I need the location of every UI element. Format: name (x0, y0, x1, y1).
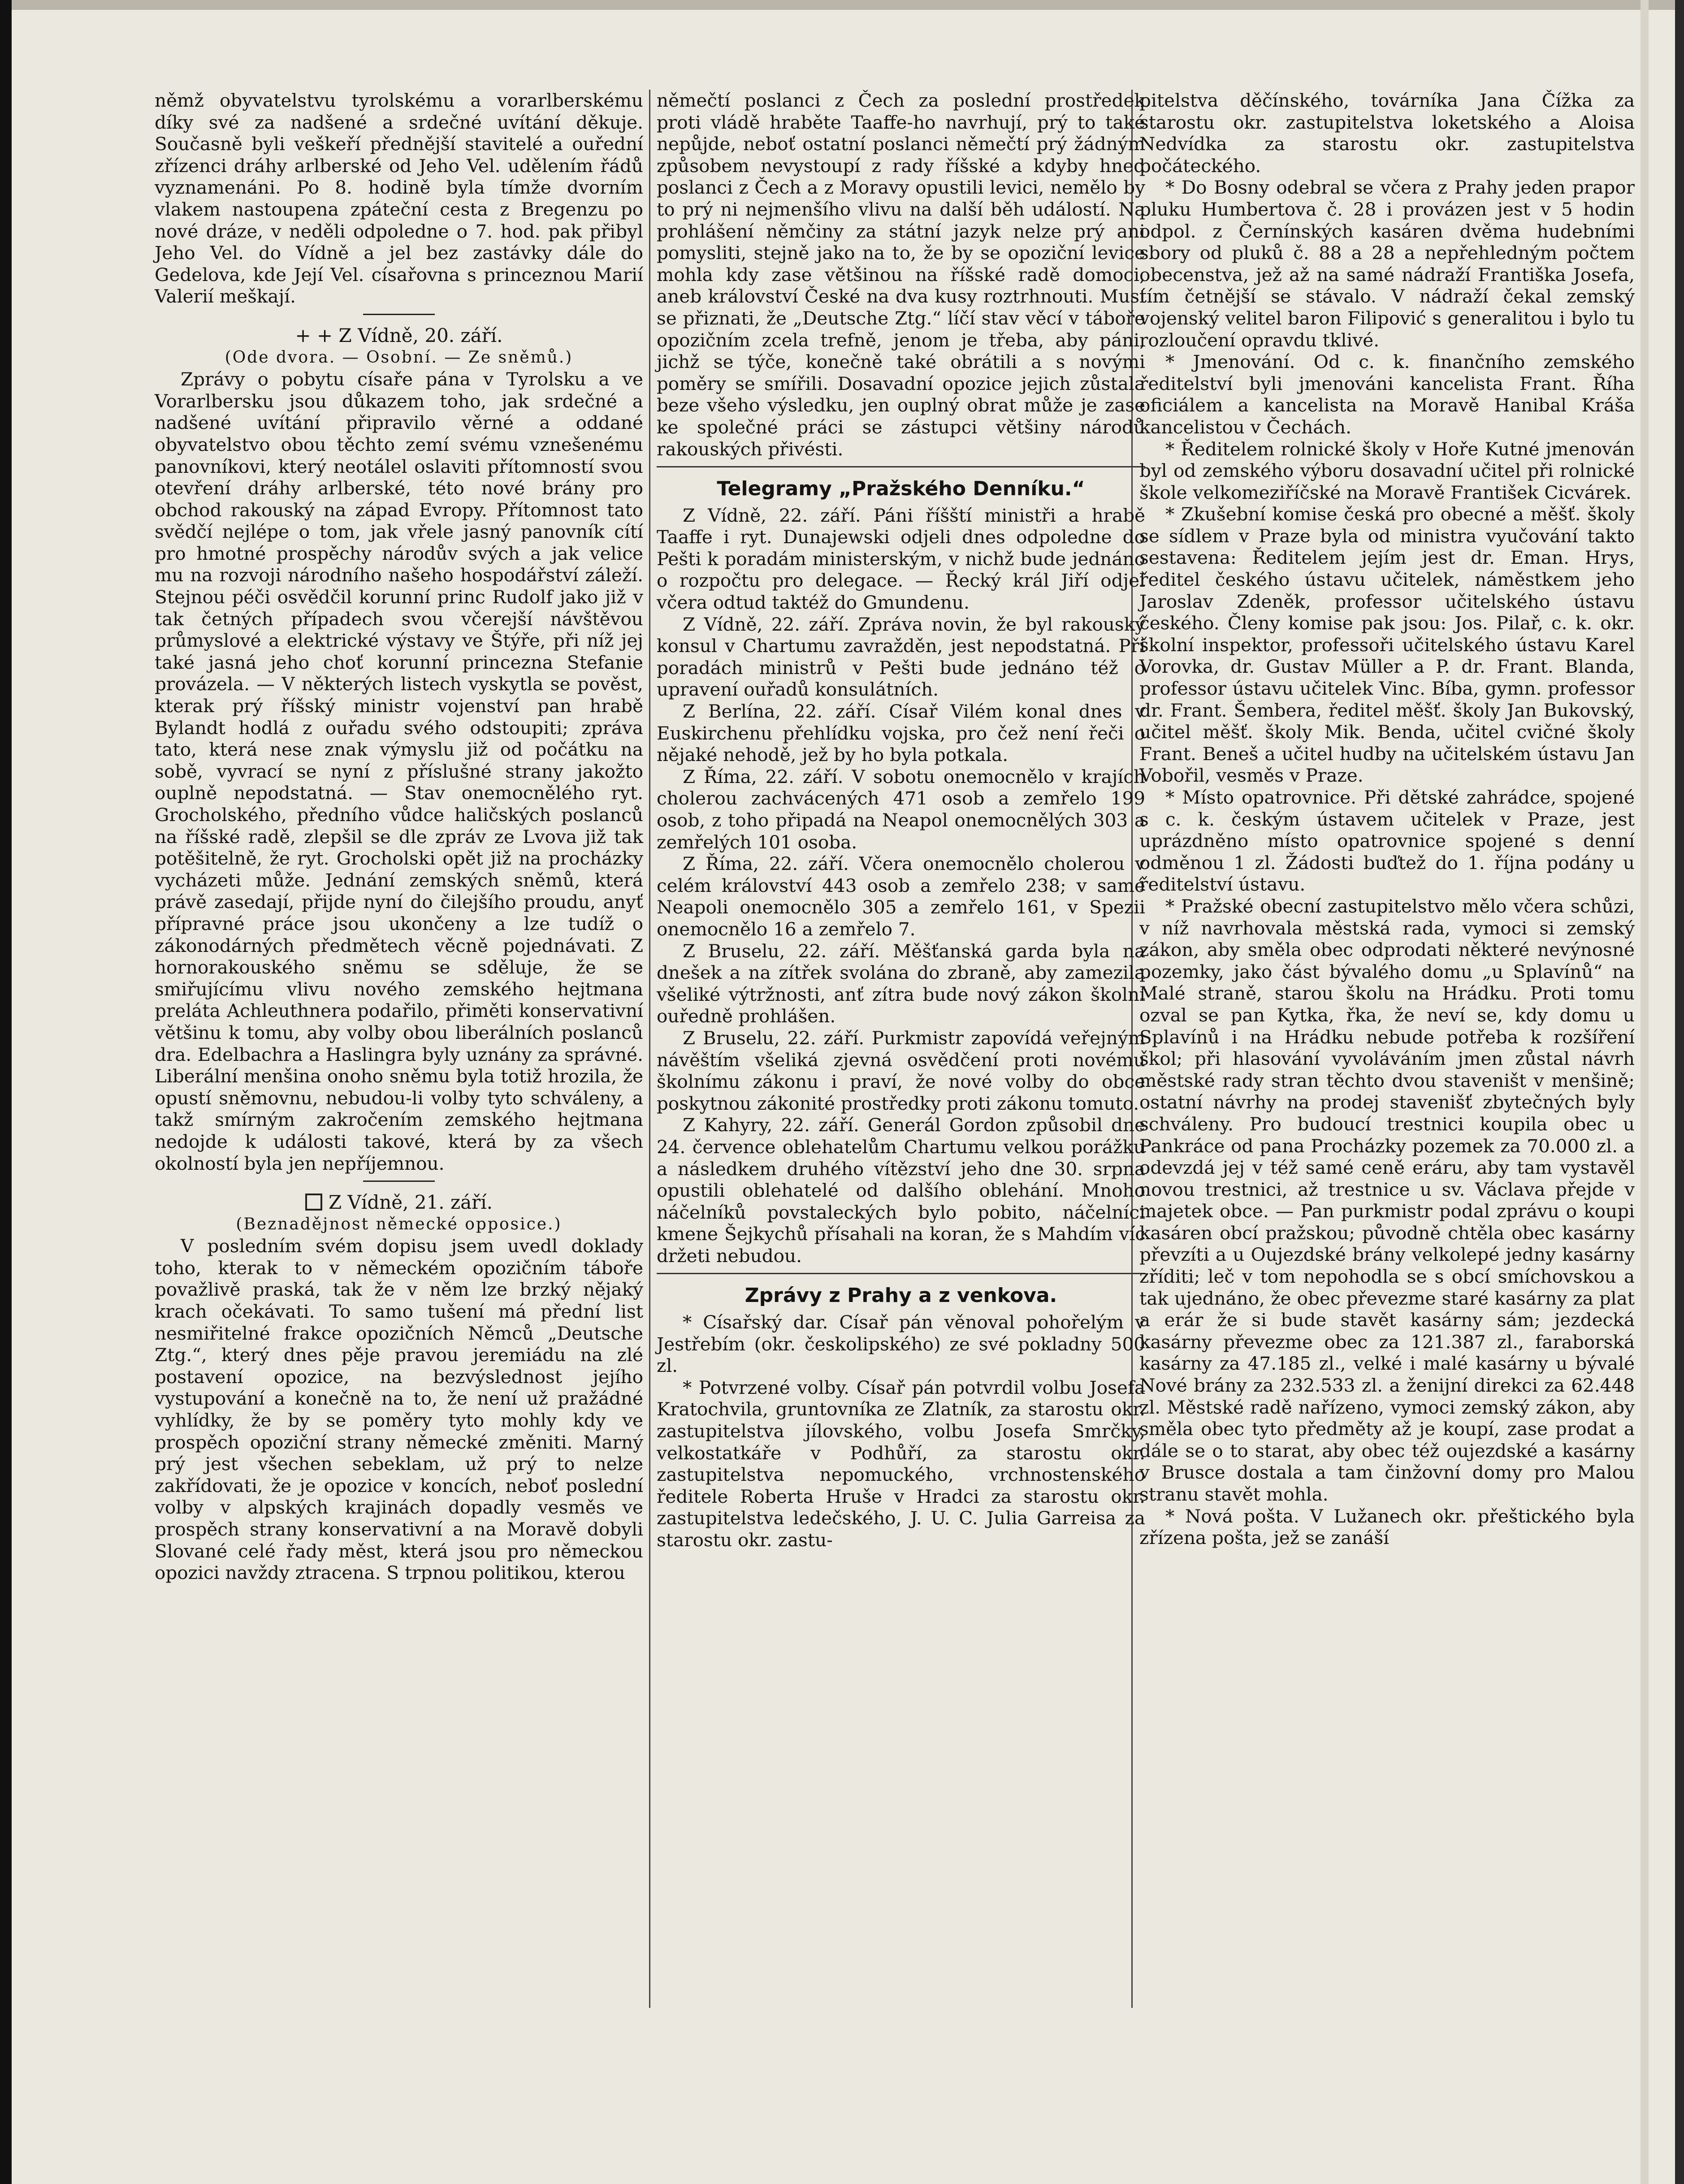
article-paragraph: Z Říma, 22. září. V sobotu onemocnělo v krajích cholerou zachvácených 471 osob a zemřelo 199 osob, z toho připadá na Neapol onemocnělých 303 a zemřelých 101 osoba. (657, 765, 1145, 853)
article-paragraph: Z Bruselu, 22. září. Měšťanská garda byla na dnešek a na zítřek svolána do zbraně, aby zamezila všeliké výtržnosti, anť zítra bude nový zákon školní ouředně prohlášen. (657, 940, 1145, 1027)
column-2 (657, 90, 1145, 1551)
article-paragraph: * Jmenování. Od c. k. finančního zemského ředitelství byli jmenováni kancelista Frant. Říha oficiálem a kancelista na Moravě Hanibal Kráša kancelistou v Čechách. (1139, 351, 1635, 438)
column-3 (1139, 90, 1635, 1549)
page-fold (1641, 0, 1649, 2184)
article-paragraph: Z Berlína, 22. září. Císař Vilém konal dnes v Euskirchenu přehlídku vojska, pro čež není řeči o nějaké nehodě, jež by ho byla potkala. (657, 701, 1145, 766)
article-paragraph: * Zkušební komise česká pro obecné a měšť. školy se sídlem v Praze byla od ministra vyučování takto sestavena: Ředitelem jejím jest dr. Eman. Hrys, ředitel českého ústavu učitelek, náměstkem jeho Jaroslav Zdeněk, professor učitelského ústavu českého. Členy komise pak jsou: Jos. Pilař, c. k. okr. školní inspektor, professoři učitelského ústavu Karel Vorovka, dr. Gustav Müller a P. dr. Frant. Blanda, professor ústavu učitelek Vinc. Bíba, gymn. professor dr. Frant. Šembera, ředitel měšť. školy Jan Bukovský, učitel měšť. školy Mik. Benda, učitel cvičné školy Frant. Beneš a učitel hudby na učitelském ústavu Jan Vobořil, vesměs v Praze. (1139, 503, 1635, 787)
section-heading: Zprávy z Prahy a z venkova. (745, 1284, 1057, 1307)
article-paragraph: * Ředitelem rolnické školy v Hoře Kutné jmenován byl od zemského výboru dosavadní učitel při rolnické škole velkomeziříčské na Moravě František Cicvárek. (1139, 438, 1635, 503)
column-rule-1 (649, 90, 650, 2008)
article-paragraph: * Císařský dar. Císař pán věnoval pohořelým v Jestřebím (okr. českolipského) ze své pokladny 500 zl. (657, 1311, 1145, 1377)
article-paragraph: * Potvrzené volby. Císař pán potvrdil volbu Josefa Kratochvila, gruntovníka ze Zlatník, za starostu okr. zastupitelstva jílovského, volbu Josefa Smrčky, velkostatkáře v Podhůří, za starostu okr. zastupitelstva nepomuckého, vrchnostenského ředitele Roberta Hruše v Hradci za starostu okr. zastupitelstva ledečského, J. U. C. Julia Garreisa za starostu okr. zastu- (657, 1376, 1145, 1551)
scan-top-edge (0, 0, 1684, 10)
section-rule (657, 466, 1145, 467)
article-paragraph: Z Říma, 22. září. Včera onemocnělo cholerou v celém království 443 osob a zemřelo 238; v samé Neapoli onemocnělo 305 a zemřelo 161, v Spezii onemocnělo 16 a zemřelo 7. (657, 853, 1145, 940)
article-paragraph: * Do Bosny odebral se včera z Prahy jeden prapor pluku Humbertova č. 28 i provázen jest v 5 hodin odpol. z Černínských kasáren dvěma hudebními sbory od pluků č. 88 a 28 a nepřehledným počtem obecenstva, jež až na samé nádraží Františka Josefa, tím četnější se stávalo. V nádraží čekal zemský vojenský velitel baron Filipović s generalitou i bylo tu rozloučení opravdu tklivé. (1139, 177, 1635, 351)
article-paragraph: Z Vídně, 22. září. Páni říšští ministři a hrabě Taaffe i ryt. Dunajewski odjeli dnes odpoledne do Pešti k poradám ministerským, v nichž bude jednáno o rozpočtu pro delegace. — Řecký král Jiří odjel včera odtud taktéž do Gmundenu. (657, 504, 1145, 614)
article-paragraph: * Místo opatrovnice. Při dětské zahrádce, spojené s c. k. českým ústavem učitelek v Praze, jest uprázdněno místo opatrovnice spojené s denní odměnou 1 zl. Žádosti buďtež do 1. října podány u ředitelství ústavu. (1139, 787, 1635, 895)
column-1 (155, 90, 643, 1584)
article-subtitle: (Beznadějnost německé opposice.) (236, 1215, 562, 1233)
article-paragraph: pitelstva děčínského, továrníka Jana Čížka za starostu okr. zastupitelstva loketského a Aloisa Nedvídka za starostu okr. zastupitelstva počáteckého. (1139, 90, 1635, 177)
square-mark-icon (305, 1194, 322, 1211)
article-subtitle: (Ode dvora. — Osobní. — Ze sněmů.) (225, 348, 573, 367)
article-paragraph: Z Bruselu, 22. září. Purkmistr zapovídá veřejným návěštím všeliká zjevná osvědčení proti novému školnímu zákonu i praví, že nové volby do obce poskytnou zákonité prostředky proti zákonu tomuto. (657, 1027, 1145, 1114)
scan-right-edge (1675, 0, 1684, 2184)
article-paragraph: V posledním svém dopisu jsem uvedl doklady toho, kterak to v německém opozičním táboře považlivě praská, tak že v něm lze brzký nějaký krach očekávati. To samo tušení má přední list nesmiřitelné frakce opozičních Němců „Deutsche Ztg.“, který dnes pěje pravou jeremiádu na zlé postavení opozice, na bezvýslednost jejího vystupování a konečně na to, že není už pražádné vyhlídky, že by se poměry tyto mohly kdy ve prospěch opoziční strany německé změniti. Marný prý jest všechen sebeklam, už prý to nelze zakřídovati, že je opozice v koncích, neboť poslední volby v alpských krajinách dopadly vesměs ve prospěch strany konservativní a na Moravě dobyli Slované celé řady měst, která jsou pro německou opozici navždy ztracena. S trpnou politikou, kterou (155, 1235, 643, 1584)
article-paragraph: Zprávy o pobytu císaře pána v Tyrolsku a ve Vorarlbersku jsou důkazem toho, jak srdečné a nadšené uvítání připravilo věrné a oddané obyvatelstvo obou těchto zemí svému vznešenému panovníkovi, který neotálel oslaviti přítomností svou otevření dráhy arlberské, této nové brány pro obchod rakouský na západ Evropy. Přítomnost tato svědčí nejlépe o tom, jak vřele jasný panovník cítí pro hmotné prospěchy národův svých a jak velice mu na rozvoji národního našeho hospodářství záleží. Stejnou péči osvědčil korunní princ Rudolf jako již v tak četných případech svou včerejší návštěvou průmyslové a elektrické výstavy ve Štýře, při níž jej také jasná jeho choť korunní princezna Stefanie provázela. — V některých listech vyskytla se pověst, kterak prý říšský ministr vojenství pan hrabě Bylandt hodlá z ouřadu svého odstoupiti; zpráva tato, která nese znak výmyslu již od počátku na sobě, vyvrací se nyní z příslušné strany jakožto ouplně nepodstatná. — Stav onemocnělého ryt. Grocholského, předního vůdce haličských poslanců na říšské radě, zlepšil se dle zpráv ze Lvova již tak potěšitelně, že ryt. Grocholski opět již na procházky vycházeti může. Jednání zemských sněmů, která právě zasedají, přijde nyní do čilejšího proudu, anyť přípravné práce jsou ukončeny a lze tudíž o zákonodárných předmětech věcně pojednávati. Z hornorakouského sněmu se sděluje, že se smiřujícímu vlivu nového zemského hejtmana preláta Achleuthnera podařilo, přiměti konservativní většinu k tomu, aby volby obou liberálních poslanců dra. Edelbachra a Haslingra byly uznány za správné. Liberální menšina onoho sněmu byla totiž hrozila, že opustí sněmovnu, nebudou-li volby tyto schváleny, a takž smírným zakročením zemského hejtmana nedojde k události takové, která by za všech okolností byla jen nepříjemnou. (155, 368, 643, 1174)
article-paragraph: němž obyvatelstvu tyrolskému a vorarlberskému díky své za nadšené a srdečné uvítání děkuje. Současně byli veškeří přednější stavitelé a ouřední zřízenci dráhy arlberské od Jeho Vel. udělením řádů vyznamenáni. Po 8. hodině byla tímže dvorním vlakem nastoupena zpáteční cesta z Bregenzu po nové dráze, v neděli odpoledne o 7. hod. pak přibyl Jeho Vel. do Vídně a jel bez zastávky dále do Gedelova, kde Její Vel. císařovna s princeznou Marií Valerií meškají. (155, 90, 643, 307)
article-paragraph: Z Kahyry, 22. září. Generál Gordon způsobil dne 24. července oblehatelům Chartumu velkou porážku a následkem druhého vítězství jeho dne 30. srpna opustili oblehatelé od dalšího oblehání. Mnoho náčelníků povstaleckých bylo pobito, náčelníci kmene Šejkychů přísahali na koran, že s Mahdím víc držeti nebudou. (657, 1114, 1145, 1267)
section-heading: Telegramy „Pražského Denníku.“ (717, 477, 1085, 501)
dateline (155, 1192, 643, 1214)
dateline-text: Z Vídně, 21. září. (329, 1191, 493, 1214)
article-paragraph: němečtí poslanci z Čech za poslední prostředek proti vládě hraběte Taaffe-ho navrhují, prý to také nepůjde, neboť ostatní poslanci němečtí prý žádným způsobem nevystoupí z rady říšské a kdyby hned poslanci z Čech a z Moravy opustili levici, nemělo by to prý ni nejmenšího vlivu na další běh událostí. Na prohlášení němčiny za státní jazyk nelze prý ani pomysliti, stejně jako na to, že by se opoziční levice mohla kdy zase většinou na říšské radě domoci, aneb království České na dva kusy roztrhnouti. Musí se přiznati, že „Deutsche Ztg.“ líčí stav věcí v táboře opozičním zcela trefně, jenom je třeba, aby páni, jichž se týče, konečně také obrátili a s novými poměry se smířili. Dosavadní opozice jejich zůstala beze všeho výsledku, jen ouplný obrat může je zase ke společné práci se zástupci většiny národů rakouských přivésti. (657, 90, 1145, 460)
section-rule (657, 1273, 1145, 1274)
section-separator (363, 314, 435, 315)
dateline-text: + + Z Vídně, 20. září. (295, 324, 503, 346)
dateline (155, 325, 643, 347)
article-paragraph: * Nová pošta. V Lužanech okr. přeštického byla zřízena pošta, jež se zanáší (1139, 1505, 1635, 1549)
article-paragraph: * Pražské obecní zastupitelstvo mělo včera schůzi, v níž navrhovala městská rada, vymoci si zemský zákon, aby směla obec odprodati některé nevýnosné pozemky, jako část bývalého domu „u Splavínů“ na Malé straně, starou školu na Hrádku. Proti tomu ozval se pan Kytka, řka, že neví se, kdy domu u Splavínů i na Hrádku nebude potřeba k rozšíření škol; při hlasování vyvoláváním jmen zůstal návrh městské rady stran těchto dvou staveništ v menšině; ostatní návrhy na prodej stavenišť zbytečných byly schváleny. Pro budoucí trestnici koupila obec u Pankráce od pana Procházky pozemek za 70.000 zl. a odevzdá jej v též samé ceně eráru, aby tam vystavěl novou trestnici, až trestnice u sv. Václava přejde v majetek obce. — Pan purkmistr podal zprávu o koupi kasáren obcí pražskou; původně chtěla obec kasárny převzíti a u Oujezdské brány velkolepé jedny kasárny zříditi; leč v tom nepohodla se s obcí smíchovskou a tak ujednáno, že obec převezme staré kasárny za plat a erár že si bude stavět kasárny sám; jezdecká kasárny převezme obec za 121.387 zl., faraborská kasárny za 47.185 zl., velké i malé kasárny u bývalé Nové brány za 232.533 zl. a ženijní direkci za 62.448 zl. Městské radě nařízeno, vymoci zemský zákon, aby směla obec tyto předměty až je koupí, zase prodat a dále se o to starat, aby obec též oujezdské a kasárny v Brusce dostala a tam činžovní domy pro Malou stranu stavět mohla. (1139, 895, 1635, 1505)
section-separator (363, 1181, 435, 1182)
scan-left-edge (0, 0, 12, 2184)
article-paragraph: Z Vídně, 22. září. Zpráva novin, že byl rakouský konsul v Chartumu zavražděn, jest nepodstatná. Při poradách ministrů v Pešti bude jednáno též o upravení ouřadů konsulátních. (657, 613, 1145, 701)
